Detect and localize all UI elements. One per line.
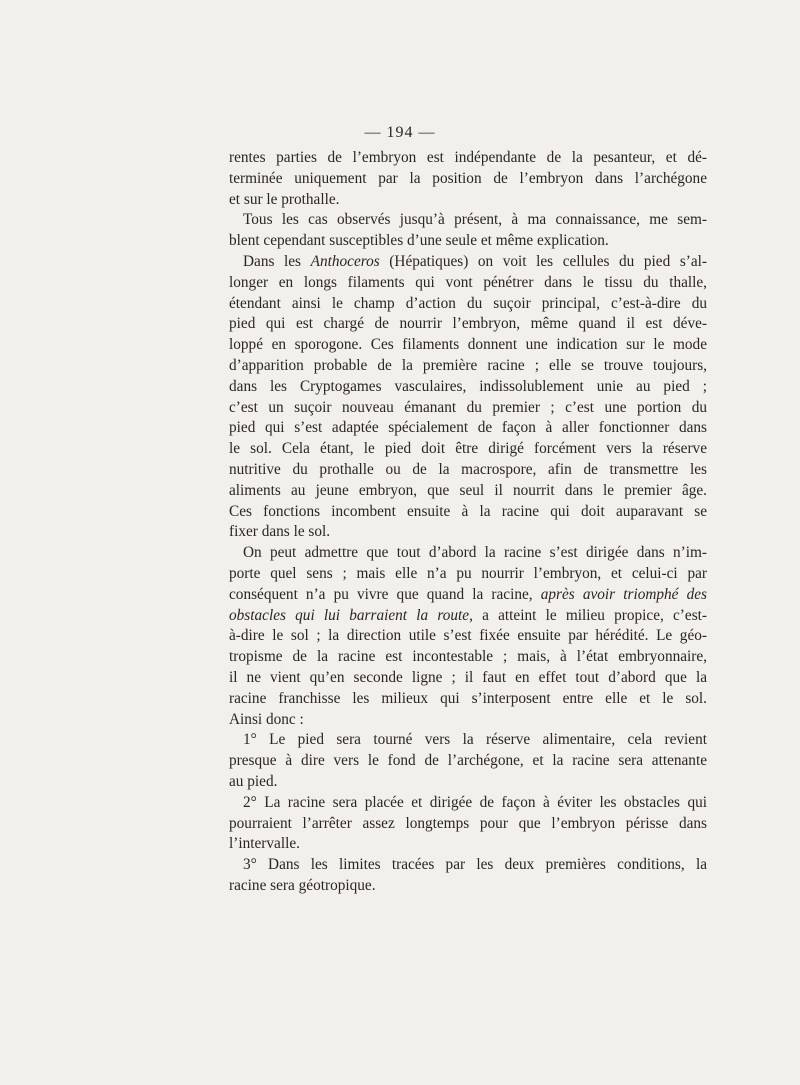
text-line: c’est un suçoir nouveau émanant du premier ; c’est une portion du: [229, 398, 707, 416]
paragraph-3: [229, 252, 707, 543]
text-line: blent cependant susceptibles d’une seule et même explication.: [229, 232, 609, 250]
paragraph-4: [229, 543, 707, 730]
text-fragment: a atteint le milieu propice, c’est-: [472, 606, 707, 624]
text-line: On peut admettre que tout d’abord la racine s’est dirigée dans n’im-: [243, 544, 707, 562]
text-line: nutritive du prothalle ou de la macrospore, afin de transmettre les: [229, 460, 707, 478]
text-line: porte quel sens ; mais elle n’a pu nourrir l’embryon, et celui-ci par: [229, 564, 707, 582]
text-line: aliments au jeune embryon, que seul il nourrit dans le premier âge.: [229, 481, 707, 499]
text-line: d’apparition probable de la première racine ; elle se trouve toujours,: [229, 356, 707, 374]
text-line: [229, 585, 707, 606]
text-line: loppé en sporogone. Ces filaments donnent une indication sur le mode: [229, 336, 707, 354]
text-fragment: (Hépatiques) on voit les cellules du pied s’al-: [379, 252, 707, 270]
text-line: tropisme de la racine est incontestable ; mais, à l’état embryonnaire,: [229, 648, 707, 666]
text-line: fixer dans le sol.: [229, 523, 331, 541]
text-line: dans les Cryptogames vasculaires, indissolublement unie au pied ;: [229, 377, 707, 395]
paragraph-2: [229, 210, 707, 252]
italic-phrase: après avoir triomphé des: [540, 585, 707, 603]
text-line: [229, 606, 707, 627]
text-line: à-dire le sol ; la direction utile s’est fixée ensuite par hérédité. Le géo-: [229, 627, 707, 645]
text-line: presque à dire vers le fond de l’archégone, et la racine sera attenante: [229, 752, 707, 770]
paragraph-5: [229, 730, 707, 792]
text-line: pourraient l’arrêter assez longtemps pour que l’embryon périsse dans: [229, 814, 707, 832]
text-line: terminée uniquement par la position de l’embryon dans l’archégone: [229, 169, 707, 187]
paragraph-7: [229, 855, 707, 897]
text-line: [229, 252, 707, 273]
italic-phrase: obstacles qui lui barraient la route,: [229, 606, 473, 624]
page-number: — 194 —: [364, 124, 436, 141]
body-text: [229, 148, 707, 897]
paragraph-1: [229, 148, 707, 210]
text-line: Tous les cas observés jusqu’à présent, à ma connaissance, me sem-: [243, 211, 707, 229]
text-line: 3° Dans les limites tracées par les deux premières conditions, la: [243, 856, 707, 874]
text-line: le sol. Cela étant, le pied doit être dirigé forcément vers la réserve: [229, 440, 707, 458]
text-fragment: Dans les: [243, 252, 311, 270]
text-line: Ainsi donc :: [229, 710, 304, 728]
text-line: 1° Le pied sera tourné vers la réserve alimentaire, cela revient: [243, 731, 707, 749]
text-line: 2° La racine sera placée et dirigée de façon à éviter les obstacles qui: [243, 793, 707, 811]
paragraph-6: [229, 793, 707, 855]
text-line: au pied.: [229, 772, 278, 790]
text-line: pied qui est chargé de nourrir l’embryon, même quand il est déve-: [229, 315, 707, 333]
text-line: il ne vient qu’en seconde ligne ; il faut en effet tout d’abord que la: [229, 668, 707, 686]
text-line: rentes parties de l’embryon est indépendante de la pesanteur, et dé-: [229, 149, 707, 166]
text-line: longer en longs filaments qui vont pénétrer dans le tissu du thalle,: [229, 273, 707, 291]
text-line: l’intervalle.: [229, 835, 300, 853]
text-line: racine franchisse les milieux qui s’interposent entre elle et le sol.: [229, 689, 707, 707]
text-line: racine sera géotropique.: [229, 876, 376, 894]
italic-genus-name: Anthoceros: [310, 252, 380, 270]
text-line: étendant ainsi le champ d’action du suçoir principal, c’est-à-dire du: [229, 294, 707, 312]
text-line: Ces fonctions incombent ensuite à la racine qui doit auparavant se: [229, 502, 707, 520]
text-line: pied qui s’est adaptée spécialement de façon à aller fonctionner dans: [229, 419, 707, 437]
text-line: et sur le prothalle.: [229, 190, 340, 208]
text-fragment: conséquent n’a pu vivre que quand la racine,: [229, 585, 541, 603]
